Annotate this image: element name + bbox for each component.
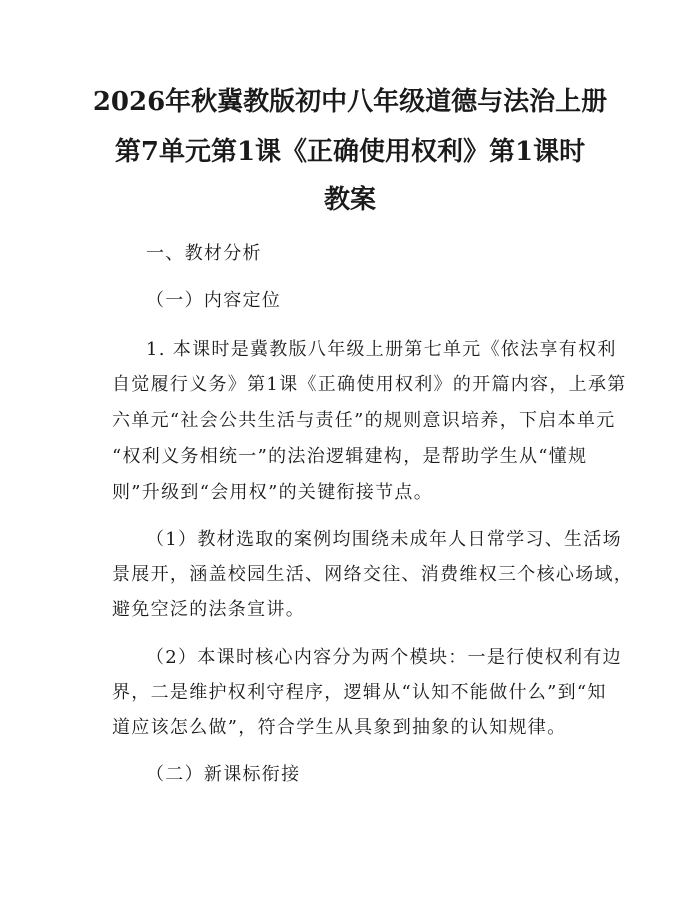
paragraph-2-line-3: 避免空泛的法条宣讲。 <box>112 599 305 620</box>
paragraph-1-line-2: 自觉履行义务》第1课《正确使用权利》的开篇内容，上承第 <box>112 374 627 395</box>
document-title-line-1: 2026年秋冀教版初中八年级道德与法治上册 <box>92 87 608 117</box>
paragraph-1-line-1: 1. 本课时是冀教版八年级上册第七单元《依法享有权利 <box>146 339 617 360</box>
paragraph-2-line-2: 景展开，涵盖校园生活、网络交往、消费维权三个核心场域， <box>112 564 634 585</box>
subsection-heading-content-positioning: （一）内容定位 <box>146 290 282 311</box>
paragraph-1-line-4: “权利义务相统一”的法治逻辑建构，是帮助学生从“懂规 <box>112 446 588 467</box>
paragraph-1-line-5: 则”升级到“会用权”的关键衔接节点。 <box>112 482 434 503</box>
document-title-line-2: 第7单元第1课《正确使用权利》第1课时 <box>114 137 586 167</box>
paragraph-3-line-3: 道应该怎么做”，符合学生从具象到抽象的认知规律。 <box>112 717 567 738</box>
subsection-heading-new-curriculum: （二）新课标衔接 <box>146 764 301 785</box>
paragraph-1-line-3: 六单元“社会公共生活与责任”的规则意识培养，下启本单元 <box>112 410 616 431</box>
paragraph-3-line-1: （2）本课时核心内容分为两个模块：一是行使权利有边 <box>146 647 622 668</box>
paragraph-2-line-1: （1）教材选取的案例均围绕未成年人日常学习、生活场 <box>146 529 622 550</box>
section-heading-textbook-analysis: 一、教材分析 <box>146 243 262 264</box>
paragraph-3-line-2: 界，二是维护权利守程序，逻辑从“认知不能做什么”到“知 <box>112 682 607 703</box>
document-title-line-3: 教案 <box>323 185 376 215</box>
